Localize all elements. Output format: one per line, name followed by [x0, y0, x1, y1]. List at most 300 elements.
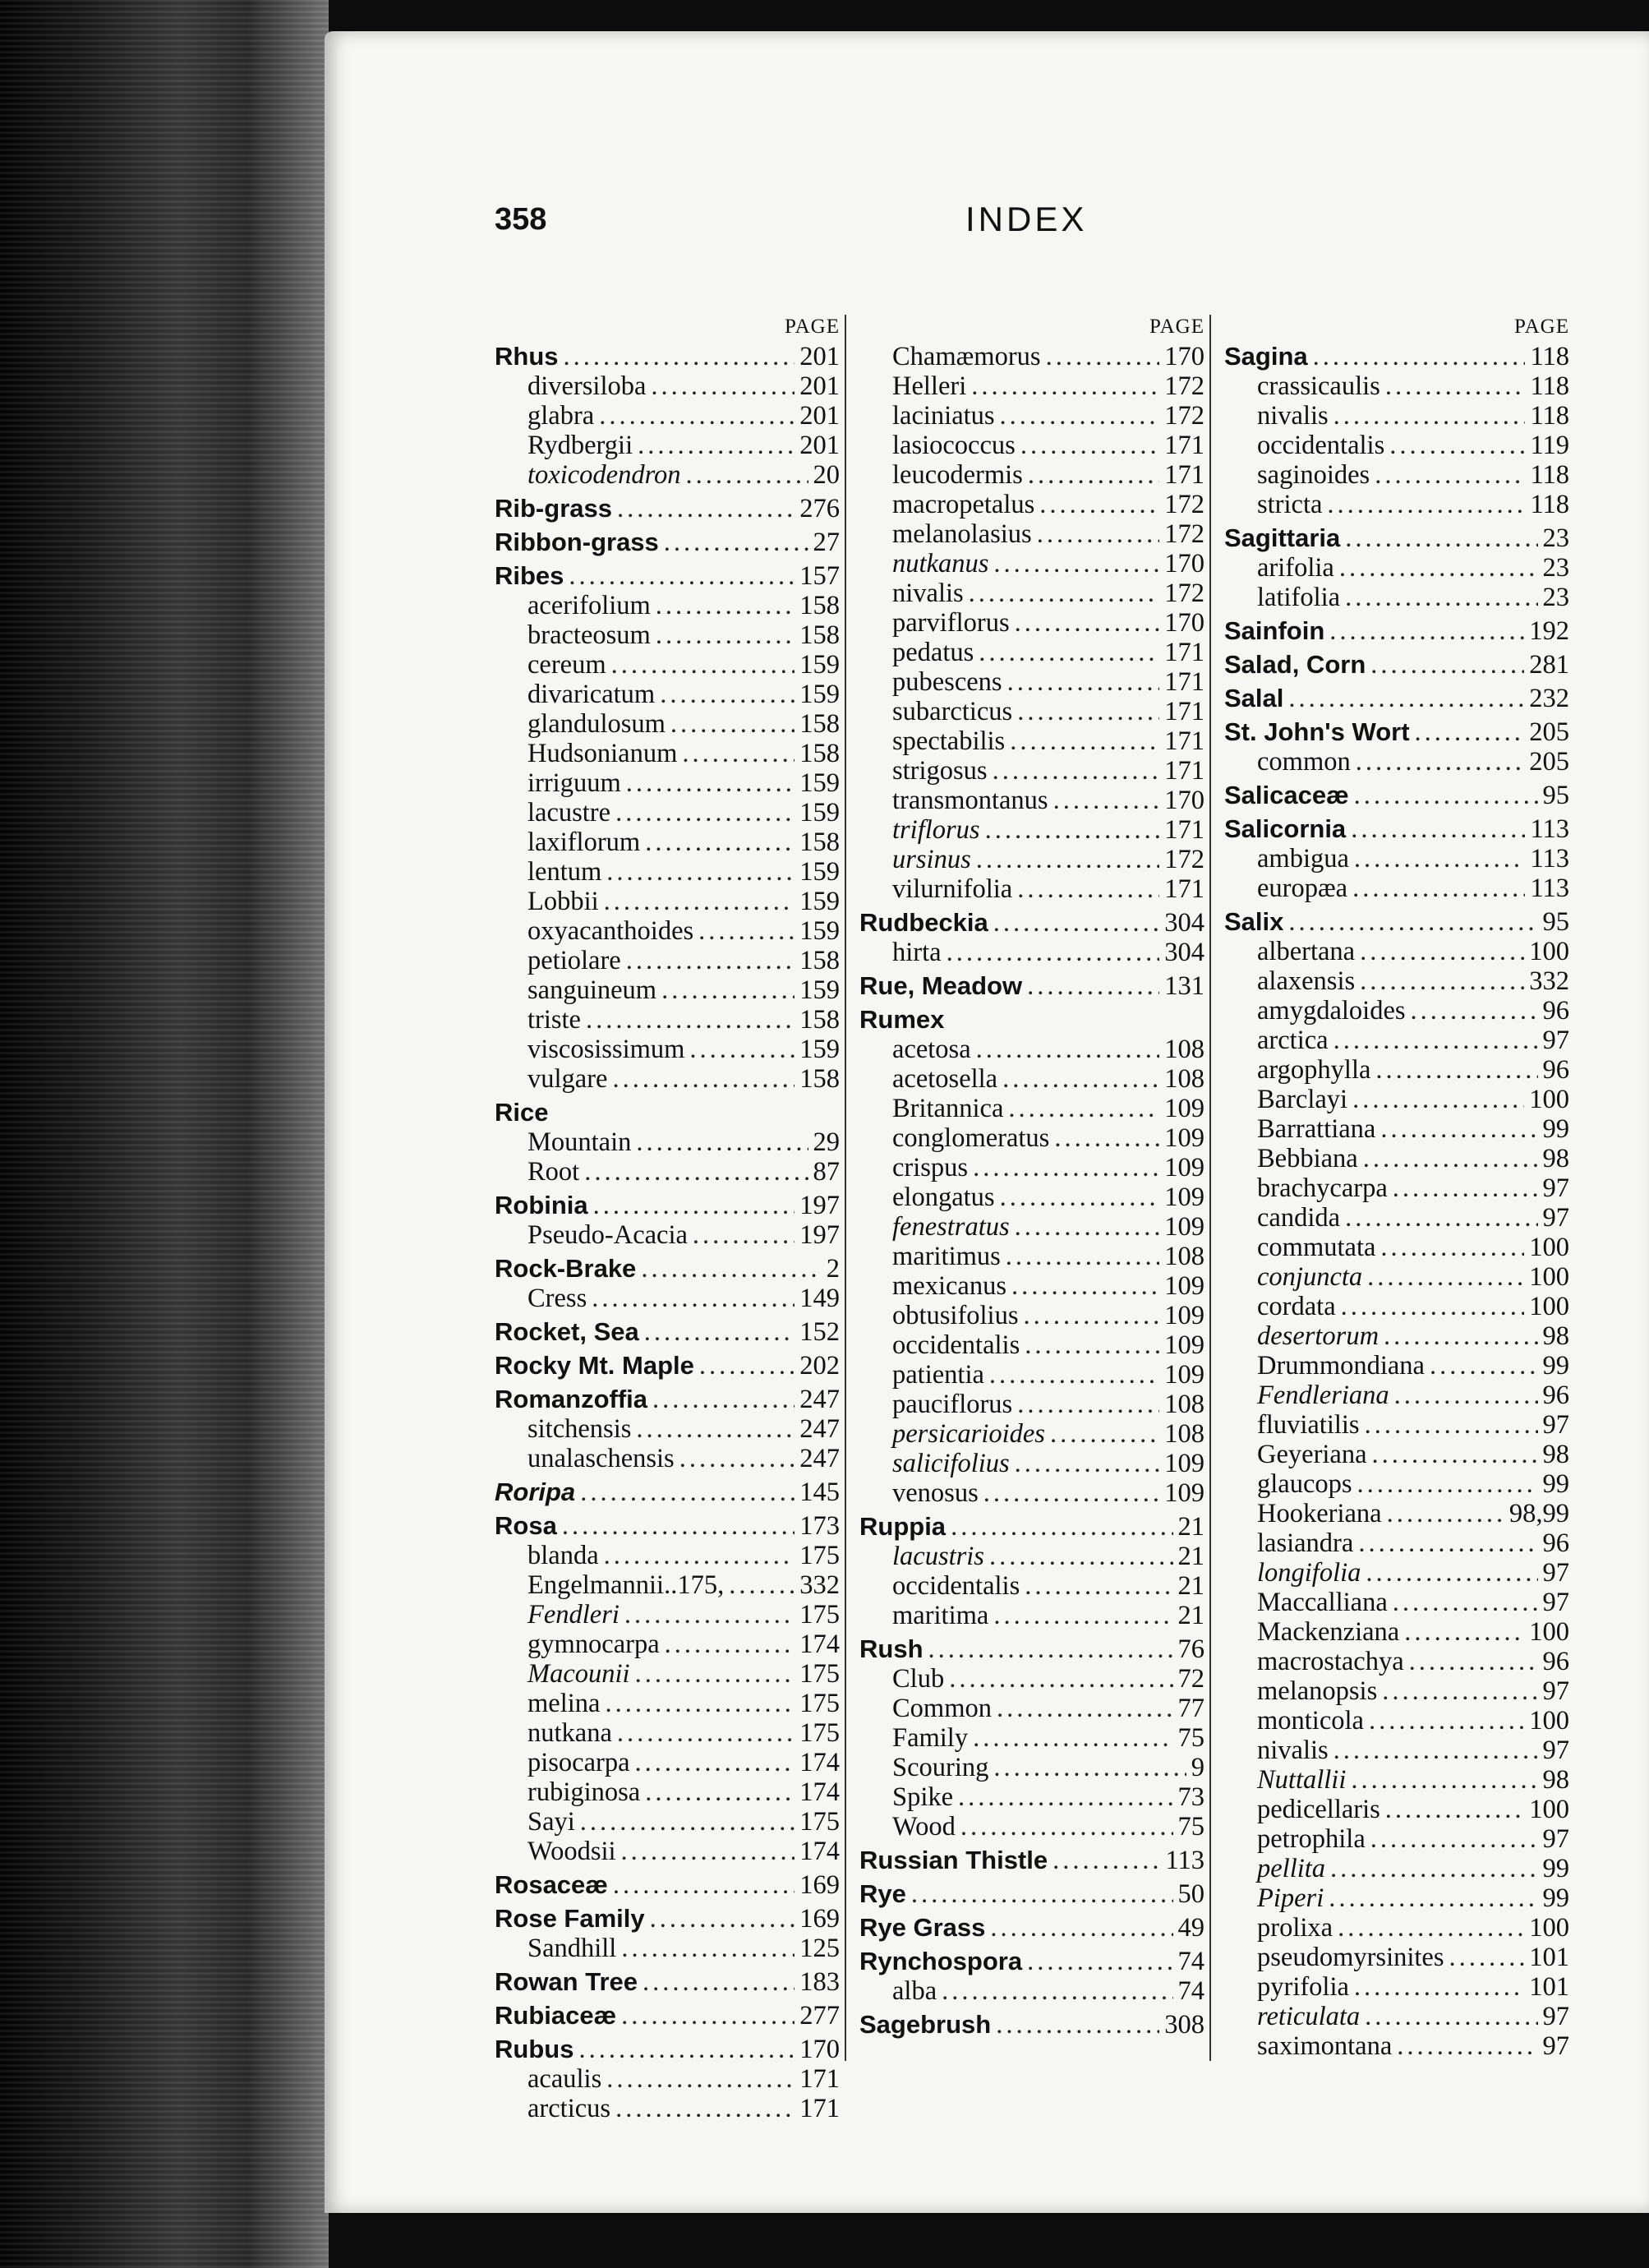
entry-term: Rubiaceæ [495, 2001, 617, 2030]
index-subentry [495, 709, 856, 739]
entry-term: Cress [527, 1284, 587, 1313]
dot-leader [1025, 1571, 1172, 1601]
entry-page-number: 20 [813, 460, 840, 490]
dot-leader [1370, 1824, 1538, 1854]
dot-leader [976, 1035, 1160, 1064]
dot-leader [665, 1630, 795, 1659]
index-heading-entry [495, 528, 856, 557]
entry-page-number: 159 [799, 887, 840, 916]
entry-term: Sagina [1224, 342, 1308, 371]
index-subentry [495, 2094, 856, 2123]
index-subentry [495, 827, 856, 857]
dot-leader [1050, 1419, 1159, 1449]
entry-term: Drummondiana [1257, 1351, 1425, 1381]
entry-page-number: 109 [1164, 1330, 1205, 1360]
dot-leader [1008, 1094, 1159, 1123]
index-subentry [1224, 1055, 1586, 1085]
index-subentry [859, 1542, 1221, 1571]
dot-leader [592, 1284, 795, 1313]
index-subentry [1224, 1292, 1586, 1321]
entry-page-number: 74 [1177, 1976, 1205, 2006]
book-binding [0, 0, 329, 2268]
entry-page-number: 49 [1177, 1913, 1205, 1943]
index-subentry [1224, 937, 1586, 966]
entry-page-number: 75 [1177, 1812, 1205, 1842]
entry-term: europæa [1257, 874, 1348, 903]
entry-page-number: 308 [1164, 2010, 1205, 2040]
entry-page-number: 96 [1542, 1055, 1569, 1085]
index-subentry [495, 650, 856, 680]
index-subentry [859, 490, 1221, 519]
index-subentry [495, 1837, 856, 1866]
dot-leader [1449, 1943, 1524, 1972]
dot-leader [624, 1600, 795, 1630]
entry-page-number: 158 [799, 709, 840, 739]
entry-term: elongatus [892, 1182, 995, 1212]
entry-term: Rye [859, 1879, 906, 1908]
entry-term: Rock-Brake [495, 1254, 637, 1283]
index-heading-entry [1224, 342, 1586, 371]
dot-leader [604, 1541, 795, 1570]
index-subentry [859, 786, 1221, 815]
dot-leader [993, 1753, 1186, 1782]
dot-leader [1352, 874, 1525, 903]
entry-page-number: 21 [1177, 1601, 1205, 1630]
index-subentry [1224, 1676, 1586, 1706]
entry-page-number: 96 [1542, 1647, 1569, 1676]
page-title: INDEX [965, 200, 1088, 238]
entry-page-number: 172 [1164, 490, 1205, 519]
index-subentry [859, 1571, 1221, 1601]
dot-leader [635, 1748, 795, 1777]
entry-term: nutkana [527, 1718, 612, 1748]
dot-leader [983, 1478, 1160, 1508]
entry-term: Bebbiana [1257, 1144, 1358, 1173]
entry-term: crassicaulis [1257, 371, 1380, 401]
dot-leader [1028, 460, 1159, 490]
entry-page-number: 175 [799, 1541, 840, 1570]
dot-leader [1415, 717, 1525, 747]
column-rule [1209, 315, 1211, 2061]
entry-term: triste [527, 1005, 581, 1035]
index-heading-entry [495, 1477, 856, 1507]
dot-leader [612, 1064, 795, 1094]
entry-term: obtusifolius [892, 1301, 1019, 1330]
entry-term: macrostachya [1257, 1647, 1404, 1676]
dot-leader [613, 1870, 795, 1900]
dot-leader [617, 494, 795, 523]
index-subentry [859, 431, 1221, 460]
dot-leader [682, 739, 795, 768]
entry-page-number: 9 [1191, 1753, 1205, 1782]
dot-leader [1409, 1647, 1538, 1676]
index-subentry [495, 401, 856, 431]
index-heading-entry [1224, 684, 1586, 713]
entry-page-number: 118 [1530, 342, 1569, 371]
entry-page-number: 108 [1164, 1064, 1205, 1094]
entry-page-number: 21 [1177, 1571, 1205, 1601]
index-heading-entry [1224, 907, 1586, 937]
index-subentry [1224, 1114, 1586, 1144]
index-subentry [859, 1330, 1221, 1360]
dot-leader [989, 1542, 1173, 1571]
entry-term: glandulosum [527, 709, 666, 739]
entry-term: lasiococcus [892, 431, 1016, 460]
index-subentry [1224, 1262, 1586, 1292]
index-subentry [859, 460, 1221, 490]
dot-leader [621, 1837, 795, 1866]
entry-page-number: 97 [1542, 1203, 1569, 1233]
entry-page-number: 97 [1542, 1676, 1569, 1706]
dot-leader [973, 1723, 1172, 1753]
entry-term: reticulata [1257, 2002, 1361, 2031]
index-subentry [495, 946, 856, 975]
entry-term: persicarioides [892, 1419, 1045, 1449]
dot-leader [635, 1659, 795, 1689]
entry-term: Geyeriana [1257, 1440, 1367, 1469]
dot-leader [1354, 844, 1526, 874]
entry-term: fenestratus [892, 1212, 1010, 1242]
entry-page-number: 172 [1164, 845, 1205, 874]
entry-term: longifolia [1257, 1558, 1361, 1588]
entry-term: pedatus [892, 638, 974, 667]
dot-leader [1288, 907, 1537, 937]
index-subentry [495, 1718, 856, 1748]
entry-page-number: 99 [1542, 1114, 1569, 1144]
index-subentry [1224, 1854, 1586, 1883]
entry-page-number: 281 [1529, 650, 1569, 680]
index-column-3 [1224, 312, 1586, 2061]
dot-leader [973, 1153, 1159, 1182]
entry-page-number: 170 [799, 2035, 840, 2064]
entry-page-number: 131 [1164, 971, 1205, 1001]
entry-term: diversiloba [527, 371, 647, 401]
dot-leader [1367, 1262, 1524, 1292]
entry-page-number: 77 [1177, 1694, 1205, 1723]
dot-leader [1356, 747, 1525, 777]
dot-leader [562, 1511, 795, 1541]
entry-page-number: 125 [799, 1934, 840, 1963]
entry-page-number: 100 [1529, 1085, 1569, 1114]
entry-page-number: 183 [799, 1967, 840, 1997]
dot-leader [1015, 608, 1160, 638]
entry-term: viscosissimum [527, 1035, 685, 1064]
dot-leader [996, 2010, 1159, 2040]
dot-leader [1380, 1233, 1524, 1262]
dot-leader [1313, 342, 1526, 371]
index-subentry [1224, 1588, 1586, 1617]
index-heading-entry [495, 342, 856, 371]
entry-term: Robinia [495, 1191, 588, 1219]
entry-term: Barclayi [1257, 1085, 1348, 1114]
entry-page-number: 97 [1542, 2002, 1569, 2031]
entry-term: unalaschensis [527, 1444, 675, 1473]
entry-page-number: 232 [1529, 684, 1569, 713]
entry-page-number: 170 [1164, 786, 1205, 815]
entry-term: acetosa [892, 1035, 971, 1064]
entry-page-number: 171 [1164, 756, 1205, 786]
entry-page-number: 172 [1164, 519, 1205, 549]
dot-leader [636, 1414, 795, 1444]
index-subentry [1224, 1381, 1586, 1410]
index-subentry [495, 1284, 856, 1313]
entry-term: conglomeratus [892, 1123, 1050, 1153]
dot-leader [1333, 1026, 1538, 1055]
dot-leader [699, 1351, 795, 1381]
entry-term: pubescens [892, 667, 1002, 697]
entry-page-number: 87 [813, 1157, 840, 1187]
entry-term: Sagebrush [859, 2010, 992, 2039]
dot-leader [1027, 1947, 1172, 1976]
entry-term: sanguineum [527, 975, 657, 1005]
index-subentry [1224, 874, 1586, 903]
entry-term: Helleri [892, 371, 967, 401]
entry-term: nivalis [892, 579, 964, 608]
index-subentry [1224, 1026, 1586, 1055]
entry-term: vilurnifolia [892, 874, 1013, 904]
entry-page-number: 169 [799, 1870, 840, 1900]
entry-page-number: 171 [1164, 638, 1205, 667]
entry-term: conjuncta [1257, 1262, 1363, 1292]
dot-leader [1393, 1588, 1538, 1617]
dot-leader [1015, 1212, 1160, 1242]
entry-page-number: 109 [1164, 1123, 1205, 1153]
entry-term: commutata [1257, 1233, 1376, 1262]
dot-leader [1345, 583, 1537, 612]
index-subentry [1224, 1469, 1586, 1499]
index-subentry [1224, 1410, 1586, 1440]
entry-page-number: 201 [799, 371, 840, 401]
entry-page-number: 118 [1530, 490, 1569, 519]
entry-page-number: 304 [1164, 938, 1205, 967]
dot-leader [949, 1664, 1172, 1694]
dot-leader [580, 1477, 795, 1507]
entry-term: Rice [495, 1098, 549, 1127]
dot-leader [1352, 1085, 1524, 1114]
dot-leader [969, 579, 1160, 608]
entry-term: Scouring [892, 1753, 989, 1782]
dot-leader [578, 2035, 795, 2064]
entry-term: nivalis [1257, 1736, 1329, 1765]
dot-leader [1382, 1676, 1537, 1706]
entry-term: Hookeriana [1257, 1499, 1382, 1528]
index-heading-entry [859, 908, 1221, 938]
entry-page-number: 73 [1177, 1782, 1205, 1812]
dot-leader [993, 908, 1159, 938]
dot-leader [971, 371, 1159, 401]
dot-leader [641, 1254, 821, 1284]
dot-leader [1017, 697, 1159, 726]
index-subentry [859, 1782, 1221, 1812]
index-subentry [859, 1694, 1221, 1723]
entry-term: Rhus [495, 342, 559, 371]
entry-term: laciniatus [892, 401, 995, 431]
entry-page-number: 247 [799, 1444, 840, 1473]
entry-term: Root [527, 1157, 580, 1187]
entry-term: Woodsii [527, 1837, 616, 1866]
entry-term: nivalis [1257, 401, 1329, 431]
dot-leader [1389, 431, 1525, 460]
index-subentry [859, 938, 1221, 967]
index-subentry [495, 768, 856, 798]
dot-leader [656, 620, 795, 650]
dot-leader [626, 768, 795, 798]
index-heading-entry [859, 1947, 1221, 1976]
entry-term: salicifolius [892, 1449, 1010, 1478]
entry-term: Lobbii [527, 887, 599, 916]
entry-page-number: 175 [799, 1600, 840, 1630]
dot-leader [584, 1157, 808, 1187]
dot-leader [638, 431, 795, 460]
entry-term: transmontanus [892, 786, 1048, 815]
entry-page-number: 172 [1164, 401, 1205, 431]
entry-page-number: 172 [1164, 371, 1205, 401]
entry-page-number: 98 [1542, 1144, 1569, 1173]
index-heading-entry [1224, 616, 1586, 646]
entry-term: oxyacanthoides [527, 916, 694, 946]
entry-term: pisocarpa [527, 1748, 630, 1777]
entry-term: melanolasius [892, 519, 1032, 549]
index-subentry [1224, 371, 1586, 401]
entry-page-number: 159 [799, 680, 840, 709]
entry-page-number: 175 [799, 1659, 840, 1689]
dot-leader [1345, 523, 1537, 553]
dot-leader [1288, 684, 1524, 713]
dot-leader [1397, 2031, 1537, 2061]
dot-leader [652, 1385, 795, 1414]
index-subentry [859, 519, 1221, 549]
entry-term: Engelmannii..175, [527, 1570, 725, 1600]
index-subentry [495, 1659, 856, 1689]
dot-leader [942, 1976, 1172, 2006]
dot-leader [670, 709, 795, 739]
index-subentry [859, 579, 1221, 608]
index-heading-entry [1224, 523, 1586, 553]
entry-term: vulgare [527, 1064, 608, 1094]
entry-page-number: 76 [1177, 1634, 1205, 1664]
index-subentry [859, 1449, 1221, 1478]
index-subentry [495, 431, 856, 460]
dot-leader [1354, 1972, 1524, 2002]
entry-term: Ribes [495, 561, 564, 590]
dot-leader [1404, 1617, 1524, 1647]
entry-term: Rosa [495, 1511, 557, 1540]
dot-leader [1358, 1528, 1537, 1558]
entry-page-number: 174 [799, 1748, 840, 1777]
entry-term: occidentalis [1257, 431, 1385, 460]
index-heading-entry [859, 1913, 1221, 1943]
entry-term: occidentalis [892, 1571, 1020, 1601]
entry-page-number: 100 [1529, 1617, 1569, 1647]
entry-page-number: 201 [799, 431, 840, 460]
dot-leader [990, 1913, 1172, 1943]
entry-page-number: 171 [1164, 874, 1205, 904]
dot-leader [564, 342, 795, 371]
entry-term: hirta [892, 938, 942, 967]
index-subentry [1224, 1203, 1586, 1233]
dot-leader [1025, 1330, 1159, 1360]
entry-term: crispus [892, 1153, 969, 1182]
entry-page-number: 304 [1164, 908, 1205, 938]
entry-term: maritima [892, 1601, 989, 1630]
dot-leader [580, 1807, 795, 1837]
entry-page-number: 171 [1164, 667, 1205, 697]
entry-term: Pseudo-Acacia [527, 1220, 688, 1250]
entry-page-number: 97 [1542, 1558, 1569, 1588]
entry-term: Mountain [527, 1127, 632, 1157]
entry-term: irriguum [527, 768, 621, 798]
dot-leader [1366, 1558, 1537, 1588]
index-subentry [495, 1414, 856, 1444]
index-heading-entry [1224, 814, 1586, 844]
dot-leader [593, 1191, 795, 1220]
entry-term: amygdaloides [1257, 996, 1406, 1026]
entry-page-number: 97 [1542, 1736, 1569, 1765]
index-subentry [495, 1444, 856, 1473]
entry-page-number: 100 [1529, 1262, 1569, 1292]
index-heading-entry [859, 1879, 1221, 1909]
entry-term: pedicellaris [1257, 1795, 1380, 1824]
dot-leader [1365, 1410, 1538, 1440]
entry-term: candida [1257, 1203, 1341, 1233]
entry-term: mexicanus [892, 1271, 1006, 1301]
index-subentry [859, 667, 1221, 697]
entry-page-number: 192 [1529, 616, 1569, 646]
entry-term: sitchensis [527, 1414, 632, 1444]
entry-term: rubiginosa [527, 1777, 641, 1807]
entry-page-number: 75 [1177, 1723, 1205, 1753]
entry-term: blanda [527, 1541, 599, 1570]
entry-page-number: 108 [1164, 1419, 1205, 1449]
entry-term: petiolare [527, 946, 621, 975]
index-subentry [859, 371, 1221, 401]
entry-page-number: 202 [799, 1351, 840, 1381]
entry-page-number: 175 [799, 1689, 840, 1718]
dot-leader [1372, 1440, 1538, 1469]
index-subentry [859, 342, 1221, 371]
entry-page-number: 100 [1529, 937, 1569, 966]
dot-leader [679, 1444, 795, 1473]
index-subentry [495, 1157, 856, 1187]
dot-leader [1365, 2002, 1537, 2031]
entry-term: alba [892, 1976, 937, 2006]
entry-page-number: 23 [1542, 523, 1569, 553]
entry-page-number: 99 [1542, 1883, 1569, 1913]
dot-leader [1046, 342, 1160, 371]
dot-leader [661, 975, 795, 1005]
entry-term: Rudbeckia [859, 908, 988, 937]
entry-term: Salicaceæ [1224, 781, 1349, 809]
entry-page-number: 109 [1164, 1212, 1205, 1242]
index-subentry [1224, 431, 1586, 460]
dot-leader [1000, 1182, 1160, 1212]
entry-page-number: 101 [1529, 1972, 1569, 2002]
entry-page-number: 158 [799, 827, 840, 857]
index-subentry [1224, 747, 1586, 777]
entry-page-number: 109 [1164, 1449, 1205, 1478]
dot-leader [645, 827, 795, 857]
index-subentry [495, 975, 856, 1005]
dot-leader [621, 1934, 795, 1963]
index-subentry [859, 1064, 1221, 1094]
dot-leader [651, 371, 795, 401]
dot-leader [911, 1879, 1173, 1909]
dot-leader [689, 1035, 795, 1064]
entry-term: Rush [859, 1634, 924, 1663]
entry-page-number: 173 [799, 1511, 840, 1541]
index-subentry [859, 1812, 1221, 1842]
index-subentry [1224, 1913, 1586, 1943]
